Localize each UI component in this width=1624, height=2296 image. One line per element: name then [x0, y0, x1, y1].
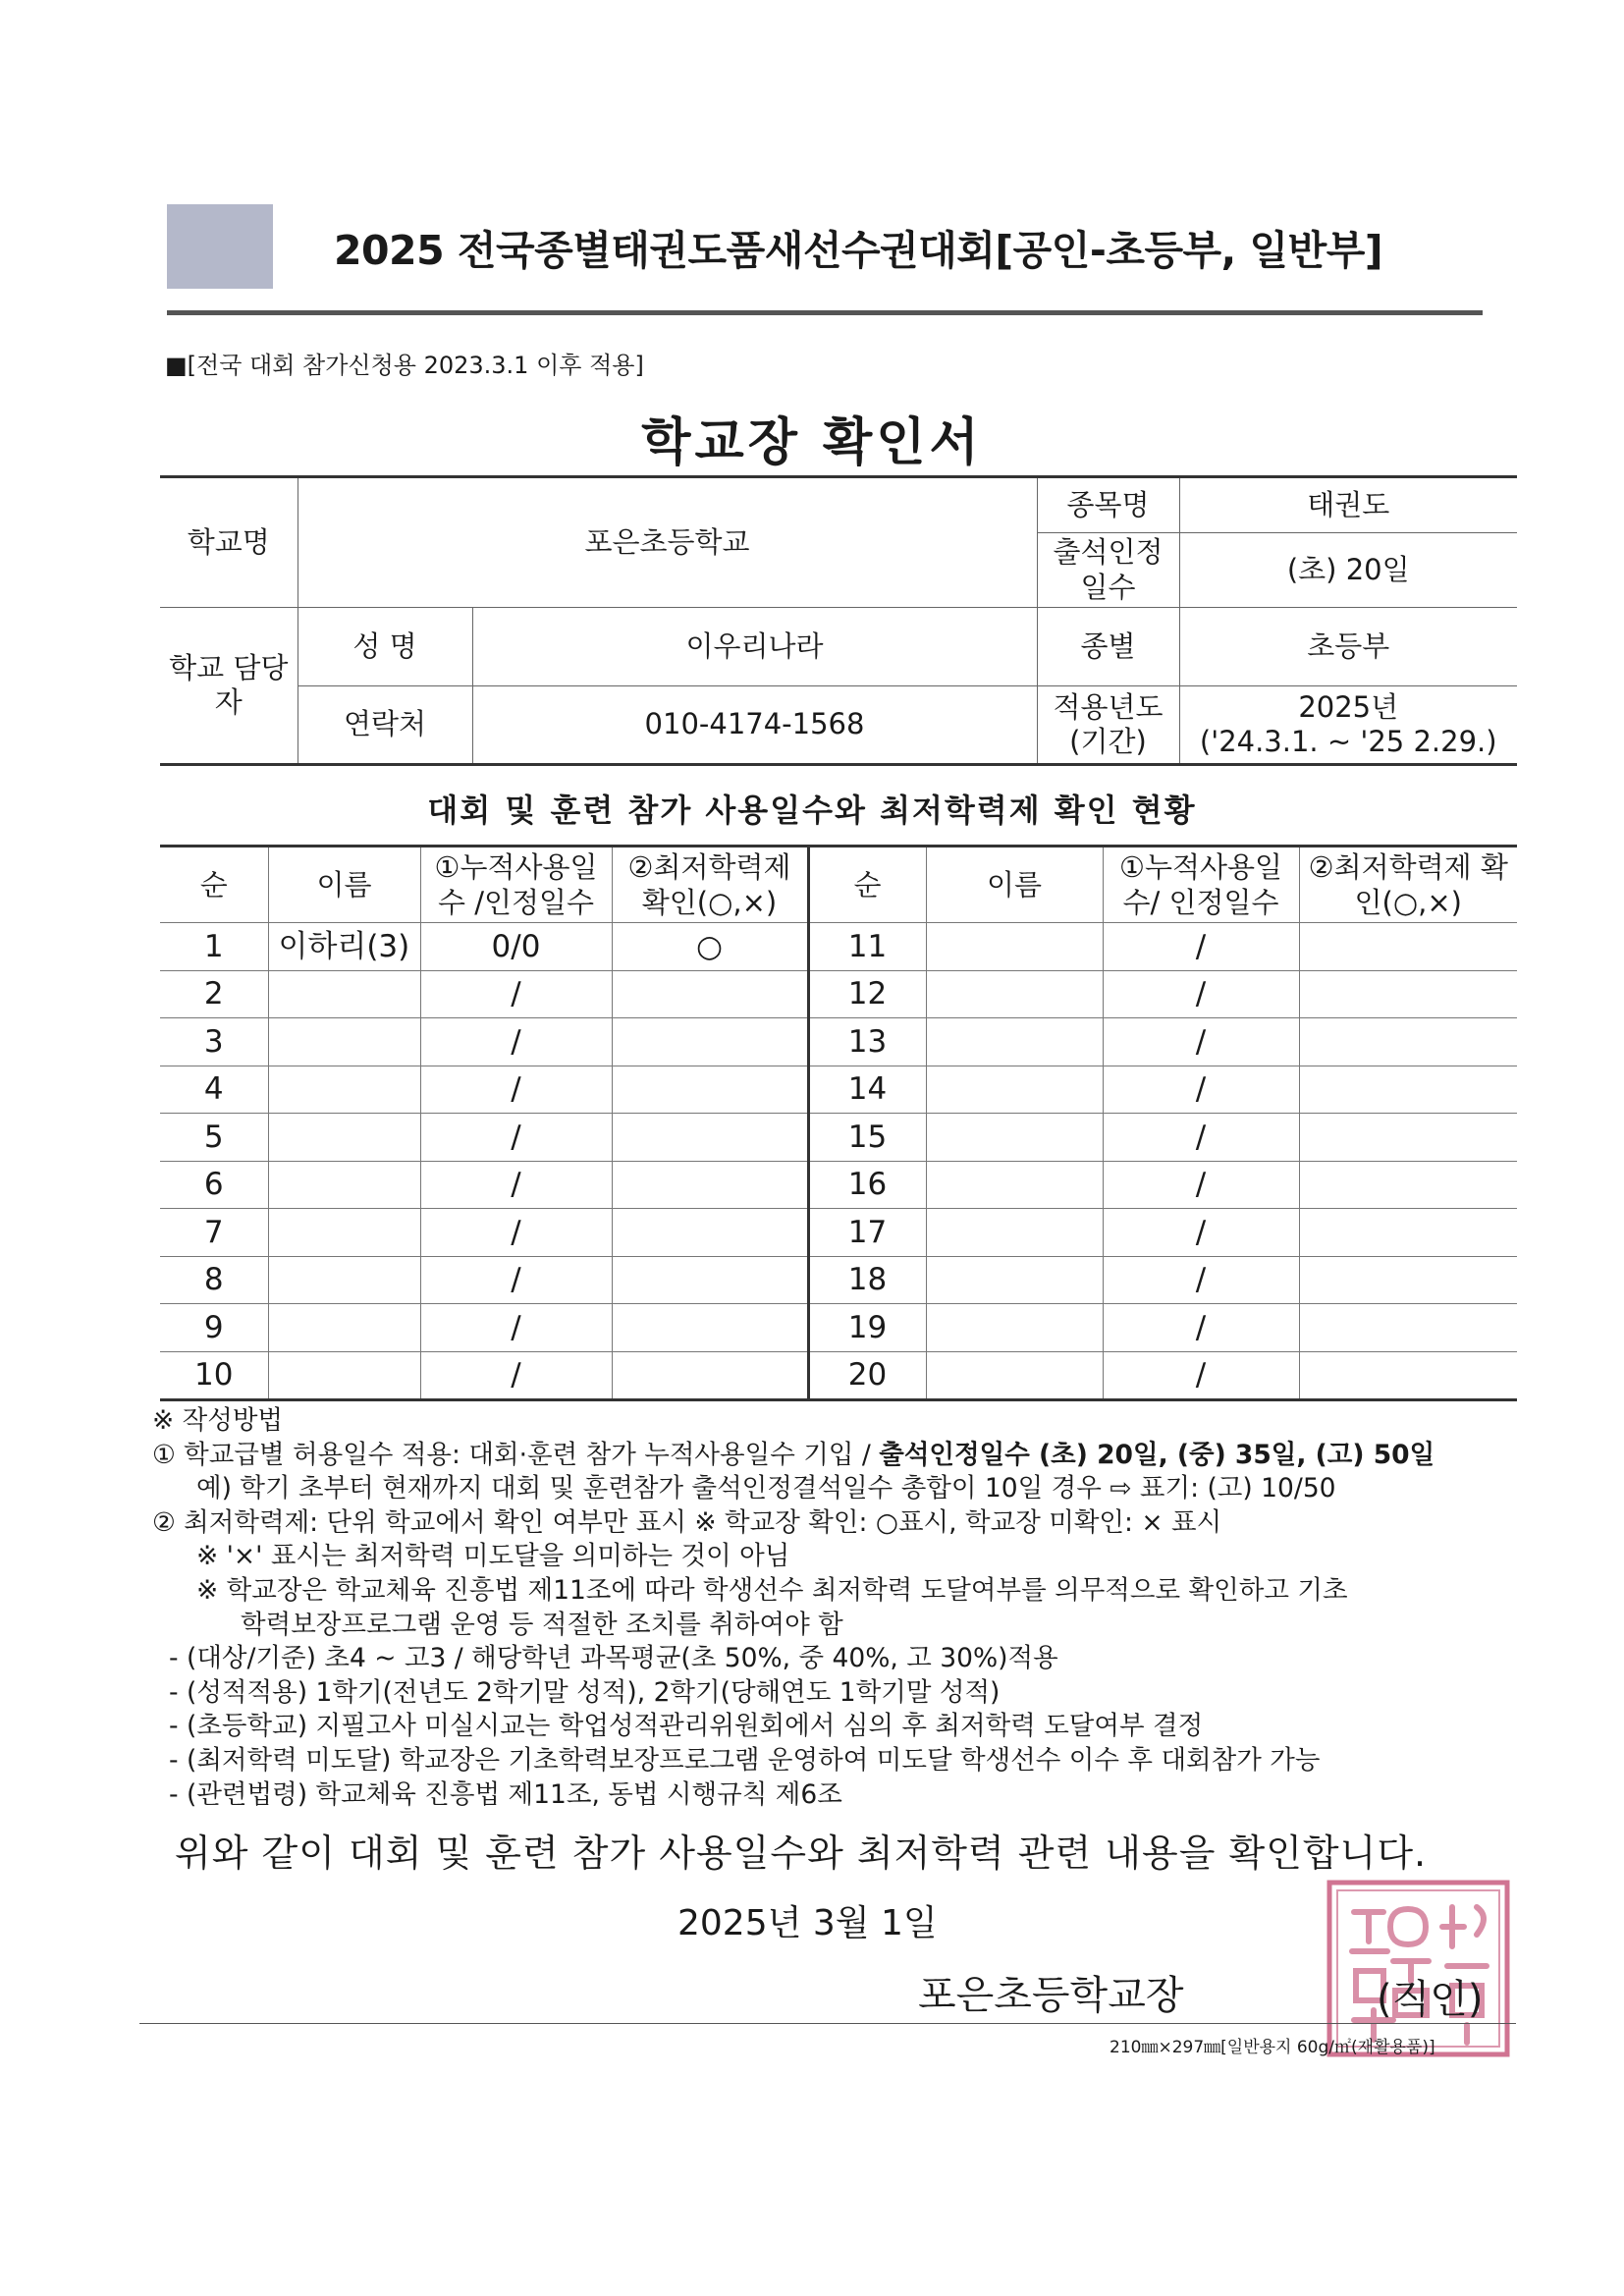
header-left-days: ①누적사용일수 /인정일수: [420, 847, 612, 923]
row-right-days: /: [1103, 1256, 1299, 1304]
seal-label: (직인): [1377, 1977, 1484, 2022]
application-notice: ■[전국 대회 참가신청용 2023.3.1 이후 적용]: [165, 352, 644, 379]
row-right-no: 13: [808, 1018, 926, 1066]
row-left-check: [612, 970, 808, 1018]
table-row: [160, 1018, 1517, 1066]
footer-divider: [139, 2023, 1516, 2024]
row-right-name: [926, 970, 1103, 1018]
row-right-check: [1299, 1066, 1517, 1114]
table-row: [160, 1114, 1517, 1162]
contact-person-label: 학교 담당자: [160, 608, 298, 765]
table-row: [160, 1351, 1517, 1400]
notes-heading: ※ 작성방법: [152, 1405, 284, 1436]
header-right-check: ②최저학력제 확인(○,×): [1299, 847, 1517, 923]
row-left-name: [268, 1161, 420, 1209]
header-bar: [167, 204, 1483, 315]
note-1-example: 예) 학기 초부터 현재까지 대회 및 훈련참가 출석인정결석일수 총합이 10일 경우 ⇨ 표기: (고) 10/50: [196, 1473, 1336, 1504]
row-left-check: [612, 1351, 808, 1400]
row-right-no: 12: [808, 970, 926, 1018]
row-right-name: [926, 1018, 1103, 1066]
note-1-text: ① 학교급별 허용일수 적용: 대회·훈련 참가 누적사용일수 기입 /: [152, 1439, 880, 1470]
row-left-days: /: [420, 1018, 612, 1066]
row-left-name: [268, 1018, 420, 1066]
division-value: 초등부: [1179, 608, 1517, 686]
attendance-value: (초) 20일: [1179, 533, 1517, 608]
row-left-no: 10: [160, 1351, 268, 1400]
table-row: [160, 1256, 1517, 1304]
table-row: [160, 923, 1517, 971]
row-right-days: /: [1103, 1114, 1299, 1162]
row-right-days: /: [1103, 1209, 1299, 1257]
roster-section-title: 대회 및 훈련 참가 사용일수와 최저학력제 확인 현황: [427, 792, 1197, 829]
year-label: 적용년도 (기간): [1037, 686, 1179, 765]
row-right-no: 17: [808, 1209, 926, 1257]
row-left-days: /: [420, 1066, 612, 1114]
row-left-check: [612, 1114, 808, 1162]
period-value: ('24.3.1. ~ '25 2.29.): [1199, 725, 1497, 758]
row-right-name: [926, 1209, 1103, 1257]
row-right-no: 15: [808, 1114, 926, 1162]
note-2-sub-1: ※ '×' 표시는 최저학력 미도달을 의미하는 것이 아님: [196, 1541, 790, 1572]
note-1-bold: 출석인정일수 (초) 20일, (중) 35일, (고) 50일: [879, 1439, 1435, 1470]
row-left-name: [268, 1304, 420, 1352]
table-row: [160, 1209, 1517, 1257]
row-right-no: 20: [808, 1351, 926, 1400]
row-left-check: [612, 1256, 808, 1304]
header-right-name: 이름: [926, 847, 1103, 923]
attendance-label: 출석인정 일수: [1037, 533, 1179, 608]
school-name-label: 학교명: [160, 477, 298, 608]
note-item: - (최저학력 미도달) 학교장은 기초학력보장프로그램 운영하여 미도달 학생선수 이수 후 대회참가 가능: [169, 1744, 1321, 1776]
row-right-no: 16: [808, 1161, 926, 1209]
header-left-check: ②최저학력제 확인(○,×): [612, 847, 808, 923]
row-right-name: [926, 1066, 1103, 1114]
header-left-name: 이름: [268, 847, 420, 923]
row-right-check: [1299, 970, 1517, 1018]
row-left-check: ○: [612, 923, 808, 971]
school-name-value: 포은초등학교: [298, 477, 1037, 608]
row-left-name: [268, 1351, 420, 1400]
row-right-check: [1299, 1256, 1517, 1304]
table-row: [160, 1304, 1517, 1352]
header-right-days: ①누적사용일수/ 인정일수: [1103, 847, 1299, 923]
row-right-name: [926, 1114, 1103, 1162]
note-2-sub-2b: 학력보장프로그램 운영 등 적절한 조치를 취하여야 함: [241, 1609, 843, 1640]
document-title: 학교장 확인서: [641, 413, 983, 472]
division-label: 종별: [1037, 608, 1179, 686]
row-right-check: [1299, 1351, 1517, 1400]
row-left-days: /: [420, 1209, 612, 1257]
phone-value: 010-4174-1568: [472, 686, 1037, 765]
row-left-days: /: [420, 1351, 612, 1400]
header-accent-block: [167, 204, 273, 289]
row-right-check: [1299, 1209, 1517, 1257]
row-left-name: [268, 1114, 420, 1162]
confirmation-statement: 위와 같이 대회 및 훈련 참가 사용일수와 최저학력 관련 내용을 확인합니다.: [175, 1831, 1428, 1875]
row-right-days: /: [1103, 1018, 1299, 1066]
row-left-no: 6: [160, 1161, 268, 1209]
row-left-check: [612, 1018, 808, 1066]
row-left-no: 5: [160, 1114, 268, 1162]
row-right-name: [926, 1256, 1103, 1304]
row-left-days: /: [420, 1114, 612, 1162]
row-left-check: [612, 1066, 808, 1114]
row-left-check: [612, 1161, 808, 1209]
paper-spec: 210㎜×297㎜[일반용지 60g/㎡(재활용품)]: [1110, 2038, 1435, 2057]
note-1: [152, 1439, 1527, 1473]
row-left-days: 0/0: [420, 923, 612, 971]
note-2-sub-2a: ※ 학교장은 학교체육 진흥법 제11조에 따라 학생선수 최저학력 도달여부를 의무적으로 확인하고 기초: [196, 1574, 1348, 1606]
row-right-name: [926, 923, 1103, 971]
contact-name-value: 이우리나라: [472, 608, 1037, 686]
row-left-no: 7: [160, 1209, 268, 1257]
row-left-name: [268, 970, 420, 1018]
row-left-no: 8: [160, 1256, 268, 1304]
row-left-no: 9: [160, 1304, 268, 1352]
row-right-check: [1299, 923, 1517, 971]
row-right-check: [1299, 1161, 1517, 1209]
contact-name-label: 성 명: [298, 608, 472, 686]
row-right-days: /: [1103, 1066, 1299, 1114]
table-row: [160, 1066, 1517, 1114]
principal-name: 포은초등학교장: [918, 1973, 1184, 2018]
school-info-table: [160, 475, 1517, 766]
row-right-no: 14: [808, 1066, 926, 1114]
event-value: 태권도: [1179, 477, 1517, 533]
note-item: - (초등학교) 지필고사 미실시교는 학업성적관리위원회에서 심의 후 최저학력 도달여부 결정: [169, 1711, 1204, 1742]
row-right-name: [926, 1161, 1103, 1209]
row-right-name: [926, 1304, 1103, 1352]
row-right-no: 18: [808, 1256, 926, 1304]
row-right-days: /: [1103, 1161, 1299, 1209]
note-item: - (대상/기준) 초4 ~ 고3 / 해당학년 과목평균(초 50%, 중 40%, 고 30%)적용: [169, 1643, 1058, 1674]
row-left-days: /: [420, 1256, 612, 1304]
row-right-no: 19: [808, 1304, 926, 1352]
note-item: - (관련법령) 학교체육 진흥법 제11조, 동법 시행규칙 제6조: [169, 1778, 842, 1810]
phone-label: 연락처: [298, 686, 472, 765]
event-title: 2025 전국종별태권도품새선수권대회[공인-초등부, 일반부]: [334, 227, 1383, 274]
row-left-name: [268, 1256, 420, 1304]
row-left-days: /: [420, 1161, 612, 1209]
row-right-check: [1299, 1304, 1517, 1352]
roster-table: [160, 845, 1517, 1401]
row-left-days: /: [420, 970, 612, 1018]
confirmation-date: 2025년 3월 1일: [677, 1903, 938, 1943]
roster-header-row: [160, 847, 1517, 923]
row-right-days: /: [1103, 1304, 1299, 1352]
year-value: 2025년: [1298, 689, 1399, 724]
writing-instructions: [152, 1404, 1527, 1812]
row-left-no: 2: [160, 970, 268, 1018]
row-right-days: /: [1103, 970, 1299, 1018]
row-left-no: 4: [160, 1066, 268, 1114]
row-right-check: [1299, 1114, 1517, 1162]
row-left-name: [268, 1209, 420, 1257]
table-row: [160, 1161, 1517, 1209]
row-left-days: /: [420, 1304, 612, 1352]
row-right-name: [926, 1351, 1103, 1400]
row-left-name: 이하리(3): [268, 923, 420, 971]
note-2: ② 최저학력제: 단위 학교에서 확인 여부만 표시 ※ 학교장 확인: ○표시, 학교장 미확인: × 표시: [152, 1506, 1222, 1538]
row-left-check: [612, 1209, 808, 1257]
year-cell: [1179, 686, 1517, 765]
row-right-days: /: [1103, 923, 1299, 971]
row-left-name: [268, 1066, 420, 1114]
row-left-check: [612, 1304, 808, 1352]
row-left-no: 3: [160, 1018, 268, 1066]
event-label: 종목명: [1037, 477, 1179, 533]
header-right-no: 순: [808, 847, 926, 923]
row-left-no: 1: [160, 923, 268, 971]
row-right-check: [1299, 1018, 1517, 1066]
row-right-no: 11: [808, 923, 926, 971]
table-row: [160, 970, 1517, 1018]
row-right-days: /: [1103, 1351, 1299, 1400]
header-left-no: 순: [160, 847, 268, 923]
note-item: - (성적적용) 1학기(전년도 2학기말 성적), 2학기(당해연도 1학기말 성적): [169, 1676, 1001, 1708]
